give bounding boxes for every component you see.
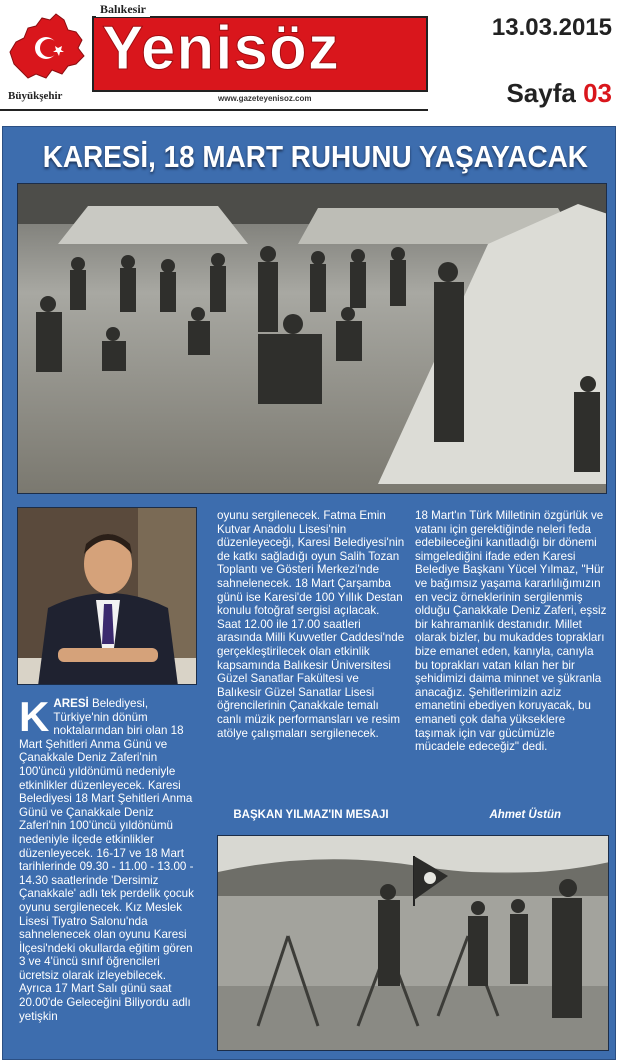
- masthead-rule: [0, 109, 428, 111]
- lead-word: ARESİ: [53, 697, 89, 710]
- newspaper-name: Yenisöz: [102, 14, 340, 83]
- masthead: [0, 0, 618, 112]
- newspaper-url[interactable]: www.gazeteyenisoz.com: [218, 94, 312, 103]
- article-author: Ahmet Üstün: [489, 809, 561, 821]
- article-headline: KARESİ, 18 MART RUHUNU YAŞAYACAK: [42, 139, 588, 174]
- brand-city: Balıkesir: [96, 2, 150, 17]
- article-column-2: oyunu sergilenecek. Fatma Emin Kutvar Anadolu Lisesi'nin düzenleyeceği, Karesi Belediyesi'nin de katkı sağladığı oyun Salih Tozan Toplantı ve Gösteri Merkezi'nde sahnelenecek. 18 Mart Çarşamba günü ise Karesi'de 100 Yıllık Destan konulu fotoğraf sergisi açılacak. Saat 12.00 ile 17.00 saatleri arasında Milli Kuvvetler Caddesi'nde gerçekleştirilecek olan etkinlik kapsamında Balıkesir Üniversitesi Güzel Sanatlar Fakültesi ve Balıkesir Güzel Sanatlar Lisesi öğrencilerinin Çanakkale temalı canlı müzik performansları ve resim atölye çalışmaları sergilenecek.: [217, 509, 405, 740]
- mayor-portrait-photo: [17, 507, 197, 685]
- page-word: Sayfa: [506, 78, 576, 108]
- page-number: 03: [583, 78, 612, 108]
- brand-region: Büyükşehir: [8, 90, 63, 102]
- article-column-3: 18 Mart'ın Türk Milletinin özgürlük ve vatanı için gerektiğinde neleri feda edebileceğini kanıtladığı bir dönemi simgelediğini ifade eden Karesi Belediye Başkanı Yücel Yılmaz, "Hür ve bağımsız yaşama kararlılığımızın en veciz örneklerinin sergilenmiş olduğu Çanakkale Deniz Zaferi, eşsiz bir kahramanlık destanıdır. Millet olarak bizler, bu mukaddes toprakları bize emanet eden, kanıyla, canıyla bu toprakları vatan kılan her bir şehidimizi daima minnet ve şükranla anacağız. Şehitlerimizin aziz emanetini ebediyen koruyacak, bu emaneti çok daha yükseklere taşımak için var gücümüzle mücadele edeceğiz" dedi.: [415, 509, 607, 754]
- article-panel: [2, 126, 616, 1060]
- page-label: [506, 78, 612, 109]
- turkey-map-logo: [6, 8, 88, 92]
- article-text-1: Belediyesi, Türkiye'nin dönüm noktalarından biri olan 18 Mart Şehitleri Anma Günü ve Çanakkale Deniz Zaferi'nin 100'üncü yıldönümü nedeniyle etkinlikler düzenleyecek. Karesi Belediyesi 18 Mart Şehitleri Anma Günü ve Çanakkale Deniz Zaferi'nin 100'üncü yıldönümü nedeniyle ilçede etkinlikler düzenleyecek. 16-17 ve 18 Mart tarihlerinde 09.30 - 11.00 - 13.00 - 14.30 saatlerinde 'Dersimiz Çanakkale' adlı tek perdelik çocuk oyunu sergilenecek. Kız Meslek Lisesi Tiyatro Salonu'nda sahnelenecek olan oyunu Karesi İlçesi'ndeki okullarda eğitim gören 3 ve 4'üncü sınıf öğrencileri ücretsiz olarak izleyebilecek. Ayrıca 17 Mart Salı günü saat 20.00'de Geleceğini Biliyordu adlı yetişkin: [19, 697, 194, 1023]
- dropcap: K: [19, 693, 50, 740]
- section-subhead: BAŞKAN YILMAZ'IN MESAJI: [233, 809, 389, 821]
- soldiers-camp-photo: [17, 183, 607, 494]
- soldiers-flag-photo: [217, 835, 609, 1051]
- article-column-1: [19, 693, 201, 1023]
- issue-date: 13.03.2015: [491, 14, 612, 41]
